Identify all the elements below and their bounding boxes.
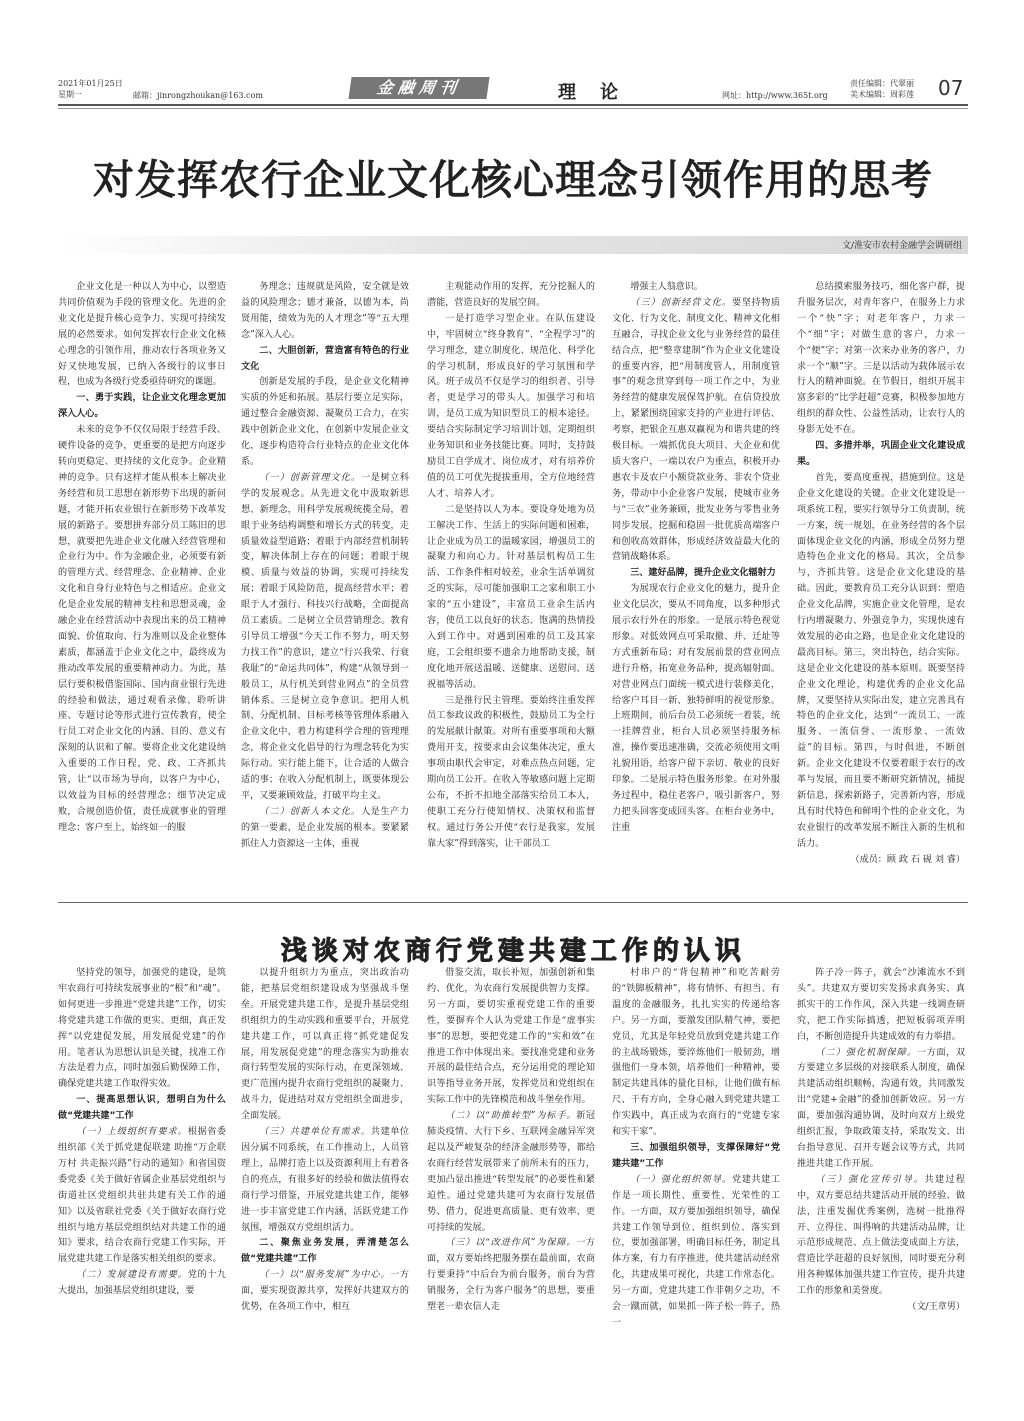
section-heading: 三、建好品牌，提升企业文化辐射力 <box>630 568 776 579</box>
subsection-paragraph <box>612 296 780 566</box>
subsection-paragraph <box>241 471 409 805</box>
subsection-label: （二）以“助推转型”为标手。 <box>445 1111 577 1122</box>
subsection-label: （一）以“服务发展”为中心。 <box>259 1270 391 1281</box>
subsection-text: 党的十九大提出，加强基层党组织建设，要 <box>58 1270 226 1297</box>
article-credit: （成员：顾 政 石 砚 刘 睿） <box>850 854 965 865</box>
masthead-rule <box>58 104 968 106</box>
subsection-text: 要坚持物质文化、行为文化、制度文化、精神文化相互融合，寻找企业文化与业务经营的最佳结合点，把“整章建制”作为企业文化建设的重要内容，把“用制度管人，用制度管事”的观念贯穿到每一项工作之中，为业务经营的健康发展保驾护航。在信贷投放上，紧紧围绕国家支持的产业进行评估、考察，把银企互惠双赢视为和谐共建的终极目标。一端抓优良大项目、大企业和优质大客户，一端以农户为重点，积极开办惠农卡及农户小额贷款业务、非农个贷业务，带动中小企业客户发展，使城市业务与“三农”业务兼顾，批发业务与零售业务同步发展，挖掘和稳固一批优质高端客户和创收高效群体，形成经济效益最大化的营销战略体系。 <box>612 297 780 563</box>
subsection-text: 根据省委组织部《关于抓党建促联建 助推“万企联万村 共走振兴路”行动的通知》和省国资委党委《关于做好省属企业基层党组织与街道社区党组织共驻共建有关工作的通知》以及省联社党委《关于做好农商行党组织与地方基层党组织结对共建工作的通知》要求，结合农商行党建工作实际，开展党建共建工作是落实相关组织的要求。 <box>58 1127 226 1265</box>
section-heading: 三、加强组织领导，支撑保障好“党建共建”工作 <box>612 1142 780 1169</box>
body-paragraph: 增强主人翁意识。 <box>630 282 703 292</box>
subsection-label: （二）强化机制保障。 <box>815 1047 918 1058</box>
body-paragraph: 村串户的“背包精神”和吃苦耐劳的“铁脚板精神”，将有情怀、有担当、有温度的金融服务，扎扎实实的传递给客户。另一方面，要激发团队精气神，要把党员，尤其是年轻党员放到党建共建工作的主战场锻炼，要淬炼他们一般韧劲，增强他们一身本领，培养他们一种精神，要制定共建具体的量化目标，让他们做有标尺、干有方向，全身心融入到党建共建工作实践中，真正成为农商行的“党建专家和实干家”。 <box>612 968 780 1138</box>
subsection-label: （一）创新管理文化。 <box>259 472 362 483</box>
subsection-paragraph <box>797 1046 965 1173</box>
subsection-paragraph <box>241 805 409 853</box>
body-paragraph: 首先，要高度重视，措施到位。这是企业文化建设的关键。企业文化建设是一项系统工程，要实行领导分工负责制，统一方案，统一规划，在业务经营的各个层面体现企业文化的内涵，形成全员努力塑造特色企业文化的格局。其次，全员参与，齐抓共管。这是企业文化建设的基础。因此，要教育员工充分认识到：塑造企业文化品牌，实施企业文化管理，是农行内增凝聚力、外强竞争力，实现快速有效发展的必由之路，也是企业文化建设的最高目标。第三，突出特色，结合实际。这是企业文化建设的基本原则。既要坚持企业文化理论，构建优秀的企业文化品牌，又要坚持从实际出发，建立完善具有特色的企业文化，达到“一流员工、一流服务、一流信誉、一流形象、一流效益”的目标。第四，与时俱进，不断创新。企业文化建设不仅要着眼于农行的改革与发展，而且要不断研究新情况，捕捉新信息，探索新路子，完善新内容，形成具有时代特色和鲜明个性的企业文化，为农业银行的改革发展不断注入新的生机和活力。 <box>797 472 965 849</box>
body-paragraph: 主观能动作用的发挥，充分挖掘人的潜能，营造良好的发展空间。 <box>427 282 595 308</box>
article-separator <box>58 902 968 903</box>
page-number: 07 <box>938 76 964 100</box>
subsection-label: （三）创新经营文化。 <box>630 297 733 308</box>
subsection-label: （三）强化宣传引导。 <box>815 1174 925 1185</box>
body-paragraph: 借鉴交流，取长补短，加强创新和集约、优化，为农商行发展提供智力支撑。另一方面，要切实重视党建工作的重要性，要摒弃个人认为党建工作是“虚事实事”的思想，要把党建工作的“实和效”在推进工作中体现出来。要找准党建和业务开展的最佳结合点，充分运用党的理论知识等指导业务开展，发挥党员和党组织在实际工作中的先锋模范和战斗堡垒作用。 <box>427 968 595 1106</box>
article-1-title: 对发挥农行企业文化核心理念引领作用的思考 <box>93 156 933 204</box>
article-2-column <box>612 966 780 1386</box>
article-2-column <box>427 966 595 1386</box>
article-2-column <box>241 966 409 1386</box>
body-paragraph: 一是打造学习型企业。在队伍建设中，牢固树立“终身教育”、“全程学习”的学习理念，建立制度化、规范化、科学化的学习机制，形成良好的学习氛围和学风。班子成员不仅是学习的组织者、引导者，更是学习的带头人。加强学习和培训，是员工成为知识型员工的根本途径。要结合实际制定学习培训计划，定期组织业务知识和业务技能比赛。同时，支持鼓励员工自学成才、岗位成才，对有培养价值的员工可优先提拔重用，全方位地经营人才、培养人才。 <box>427 313 595 499</box>
article-1-byline-bar <box>58 236 968 254</box>
body-paragraph: 二是坚持以人为本。要设身处地为员工解决工作、生活上的实际问题和困难，让企业成为员工的温暖家园，增强员工的凝聚力和向心力。针对基层机构员工生活、工作条件相对较差，业余生活单调贫乏的实际，尽可能加强职工之家和职工小家的“五小建设”，丰富员工业余生活内容，使员工以良好的状态、饱满的热情投入到工作中。对遇到困难的员工及其家庭，工会组织要不遗余力地帮助支援，制度化地开展送温暖、送健康、送慰问、送祝福等活动。 <box>427 504 595 690</box>
body-paragraph: 总结摸索服务技巧，细化客户群，提升服务层次，对青年客户，在服务上力求一个“快”字；对老年客户，力求一个“细”字；对做生意的客户，力求一个“便”字；对第一次来办业务的客户，力求一个“顺”字。三是以活动为载体展示农行人的精神面貌。在节假日，组织开展丰富多彩的“比学赶超”竞赛，积极参加地方组织的群众性、公益性活动，让农行人的身影无处不在。 <box>797 282 965 436</box>
art-editor: 美术编辑：周彩莲 <box>850 90 914 99</box>
article-credit: （文/王章男） <box>907 1302 965 1313</box>
masthead-date-block <box>58 78 123 100</box>
section-heading: 一、提高思想认识，想明白为什么做“党建共建”工作 <box>58 1095 226 1122</box>
article-2-column <box>797 966 965 1386</box>
subsection-paragraph <box>241 1268 409 1316</box>
subsection-label: （一）强化组织领导。 <box>630 1174 733 1185</box>
body-paragraph: 企业文化是一种以人为中心，以塑造共同价值观为手段的管理文化。先进的企业文化是提升核心竞争力、实现可持续发展的必然要求。如何发挥农行企业文化核心理念的引领作用，推动农行各项业务又好又快地发展，已纳入各级行的议事日程，也成为各级行党委亟待研究的课题。 <box>58 282 226 388</box>
issue-weekday: 星期一 <box>58 90 82 99</box>
section-heading: 二、聚焦业务发展，弄清楚怎么做“党建共建”工作 <box>241 1238 409 1265</box>
masthead-email: 邮箱：jinrongzhoukan@163.com <box>133 91 263 100</box>
body-paragraph: 未来的竞争不仅仅局限于经营手段、硬件设备的竞争，更重要的是把方向逐步转向更稳定、更持续的文化竞争。企业精神的竞争。只有这样才能从根本上解决业务经营和员工思想在新形势下出现的新问题，才能开拓农业银行在新形势下改革发展的新路子。要想拼弃部分员工陈旧的思想，就要把先进企业文化融入经营管理和企业行为中。作为金融企业，必须要有新的管理方式、经营理念、企业精神、企业文化和自身行业特色与之相适应。企业文化是企业发展的精神支柱和思想灵魂，金融企业在经营活动中表现出来的员工精神面貌、价值取向、行为准则以及企业整体素质，都涵盖于企业文化之中，最终成为推动改革发展的重要精神动力。为此，基层行要积极借鉴国际、国内商业银行先进的经验和做法，通过观看录像、聆听讲座、专题讨论等形式进行宣传教育，使全行员工对企业文化的内涵、目的、意义有深刻的认识和了解。要将企业文化建设纳入重要的工作日程，党、政、工齐抓共管，让“以市场为导向，以客户为中心，以效益为目标的经营理念；细节决定成败，合规创造价值，责任成就事业的管理理念；客户至上，始终如一的服 <box>58 425 226 833</box>
masthead-rule-thin <box>58 108 968 109</box>
subsection-label: （二）发展建设有需要。 <box>76 1270 188 1281</box>
issue-date: 2021年01月25日 <box>58 79 123 88</box>
subsection-paragraph <box>241 1125 409 1236</box>
article-1-byline: 文/淮安市农村金融学会调研组 <box>841 241 962 251</box>
subsection-text: 人是生产力的第一要素，是企业发展的根本。要紧紧抓住人力资源这一主体，重视 <box>241 806 409 849</box>
subsection-paragraph <box>58 1125 226 1268</box>
masthead-website: 网址：http://www.365t.org <box>722 91 828 100</box>
body-paragraph: 坚持党的领导，加强党的建设，是筑牢农商行可持续发展事业的“根”和“魂”。如何更进一步推进“党建共建”工作，切实将党建共建工作做的更实、更细，真正发挥“以党建促发展，用发展促党建”的作用。笔者认为思想认识是关键，找准工作方法是着力点，同时加强后勤保障工作，确保党建共建工作取得实效。 <box>58 968 226 1090</box>
subsection-label: （三）以“改进作风”为保障。 <box>445 1238 577 1249</box>
subsection-text: 一方面，要实现资源共享，发挥好共建双方的优势，在各项工作中，相互 <box>241 1270 409 1313</box>
body-paragraph: 阵子冷一阵子，就会“沙滩流水不到头”。共建双方要切实发扬求真务实、真抓实干的工作作风，深入共建一线调查研究，把工作实际搞透，把短板弱项弄明白，不断创造提升共建成效的有力举措。 <box>797 968 965 1042</box>
subsection-text: 新冠肺炎疫情、大行下乡、互联网金融异军突起以及严峻复杂的经济金融形势等，都给农商行经营发展带来了前所未有的压力，更加凸显出推进“转型发展”的必要性和紧迫性。通过党建共建可为农商行发展借势、借力，促进更高质量、更有效率、更可持续的发展。 <box>427 1111 595 1233</box>
subsection-text: 一是树立科学的发展观念。从先进文化中汲取新思想、新理念，用科学发展观统揽全局，着眼于业务结构调整和增长方式的转变，走质量效益型道路；着眼于内部经营机制转变，解决体制上存在的问题；着眼于规模、质量与效益的协调，实现可持续发展；着眼于风险防范，提高经营水平；着眼于人才强行、科技兴行战略，全面提高员工素质。二是树立全员营销理念。教育引导员工增强“今天工作不努力，明天努力找工作”的意识，建立“行兴我荣、行衰我耻”的“命运共同体”，构建“从领导到一般员工，从行机关到营业网点”的全员营销体系。三是树立竞争意识。把用人机制、分配机制、目标考核等管理体系融入企业文化中，着力构建科学合理的管理理念，将企业文化倡导的行为理念转化为实际行动。实行能上能下，让合适的人做合适的事；在收入分配机制上，既要体现公平，又要兼顾效益，打破平均主义。 <box>241 472 409 801</box>
subsection-label: （二）创新人本文化。 <box>259 806 362 817</box>
article-2-title: 浅谈对农商行党建共建工作的认识 <box>280 936 746 966</box>
subsection-paragraph <box>58 1268 226 1300</box>
body-paragraph: 为展现农行企业文化的魅力，提升企业文化层次，要从不同角度，以多种形式展示农行外在的形象。一是展示特色视觉形象。对低效网点可采取撤、并、迁址等方式重新布局；对有发展前景的营业网点进行升格，拓宽业务品种，提高辐射面。对营业网点门面统一模式进行装修美化，给客户耳目一新、独特鲜明的视觉形象。上班期间，前后台员工必须统一着装，统一挂牌营业，柜台人员必须坚持服务标准，操作要迅速准确，交流必须使用文明礼貌用语，给客户留下亲切、敬业的良好印象。二是展示特色服务形象。在对外服务过程中，稳住老客户，吸引新客户，努力把头回客变成回头客。在柜台业务中，注重 <box>612 584 780 833</box>
section-heading: 一、勇于实践，让企业文化理念更加深入人心。 <box>58 393 226 420</box>
masthead <box>58 74 968 104</box>
subsection-paragraph <box>427 1236 595 1316</box>
masthead-editors <box>850 78 914 100</box>
subsection-text: 共建过程中，双方要总结共建活动开展的经验、做法，注重发掘优秀案例，选树一批推得开、立得住、叫得响的共建活动品牌，让示范形成规范、点上做法变成面上方法，营造比学赶超的良好氛围，同时要充分利用各种媒体加强共建工作宣传，提升共建工作的形象和美誉度。 <box>797 1174 965 1297</box>
subsection-paragraph <box>427 1109 595 1236</box>
subsection-label: （一）上级组织有要求。 <box>76 1127 188 1138</box>
body-paragraph: 务理念；违规就是风险，安全就是效益的风险理念；德才兼备，以德为本，尚贤用能，绩效为先的人才理念”等“五大理念”深入人心。 <box>241 282 409 340</box>
subsection-paragraph <box>797 1173 965 1300</box>
section-heading: 二、大胆创新，营造富有特色的行业文化 <box>241 345 409 372</box>
body-paragraph: 三是推行民主管理。要始终注重发挥员工参政议政的积极性，鼓励员工为全行的发展献计献策。对所有重要事项和大额费用开支，按要求由会议集体决定，重大事项由职代会审定，对难点热点问题，定期向员工公开。在收入等敏感问题上定期公布，不折不扣地全部落实给员工本人，使职工充分行使知情权、决策权和监督权。通过行务公开使“农行是我家，发展靠大家”得到落实，让干部员工 <box>427 695 595 849</box>
section-heading: 四、多措并举，巩固企业文化建设成果。 <box>797 441 965 467</box>
newspaper-brand-logo: 金融周刊 <box>348 77 489 99</box>
subsection-text: 共建单位因分属不同系统，在工作推动上，人员管理上，品牌打造上以及资源利用上有着各自的亮点，有很多好的经验和做法值得农商行学习借鉴，开展党建共建工作，能够进一步丰富党建工作内涵，活跃党建工作氛围，增强双方党组织活力。 <box>241 1127 409 1233</box>
subsection-text: 一方面，双方要建立多层级的对接联系人制度，确保共建活动组织顺畅，沟通有效，共同激发出“党建+金融”的叠加创新效应。另一方面，要加强沟通协调，及时向双方上级党组织汇报，争取政策支持，采取发文、出台指导意见、召开专题会议等方式，共同推进共建工作开展。 <box>797 1047 965 1169</box>
responsible-editor: 责任编辑：代翠丽 <box>850 79 914 88</box>
body-paragraph: 创新是发展的手段，是企业文化精神实质的外延和拓展。基层行要立足实际，通过整合金融资源、凝聚员工合力，在实践中创新企业文化，在创新中发展企业文化，逐步构造符合行业特点的企业文化体系。 <box>241 377 409 467</box>
subsection-paragraph <box>612 1173 780 1332</box>
article-2-column <box>58 966 226 1386</box>
subsection-text: 党建共建工作是一项长期性、重要性、光荣性的工作。一方面，双方要加强组织领导，确保共建工作领导到位、组织到位、落实到位，要加强部署，明确目标任务，制定具体方案，有力有序推进，使共建活动经常化，共建成果可视化，共建工作常态化。另一方面，党建共建工作非朝夕之功，不会一蹴而就，如果抓一阵子松一阵子，热一 <box>612 1174 780 1328</box>
subsection-label: （三）共建单位有需求。 <box>259 1127 371 1138</box>
subsection-text: 一方面，双方要始终把服务摆在最前面，农商行要秉持“中后台为前台服务，前台为营销服务，全行为客户服务”的思想，要重塑老一辈农信人走 <box>427 1238 595 1313</box>
body-paragraph: 以提升组织力为重点，突出政治功能，把基层党组织建设成为坚强战斗堡垒。开展党建共建工作，是提升基层党组织组织力的生动实践和重要平台，开展党建共建工作，可以真正将“抓党建促发展，用发展促党建”的理念落实为助推农商行转型发展的实际行动，在更深领域、更广范围内提升农商行党组织的凝聚力、战斗力，促进结对双方党组织全面进步，全面发展。 <box>241 968 409 1122</box>
section-name: 理论 <box>558 82 642 103</box>
